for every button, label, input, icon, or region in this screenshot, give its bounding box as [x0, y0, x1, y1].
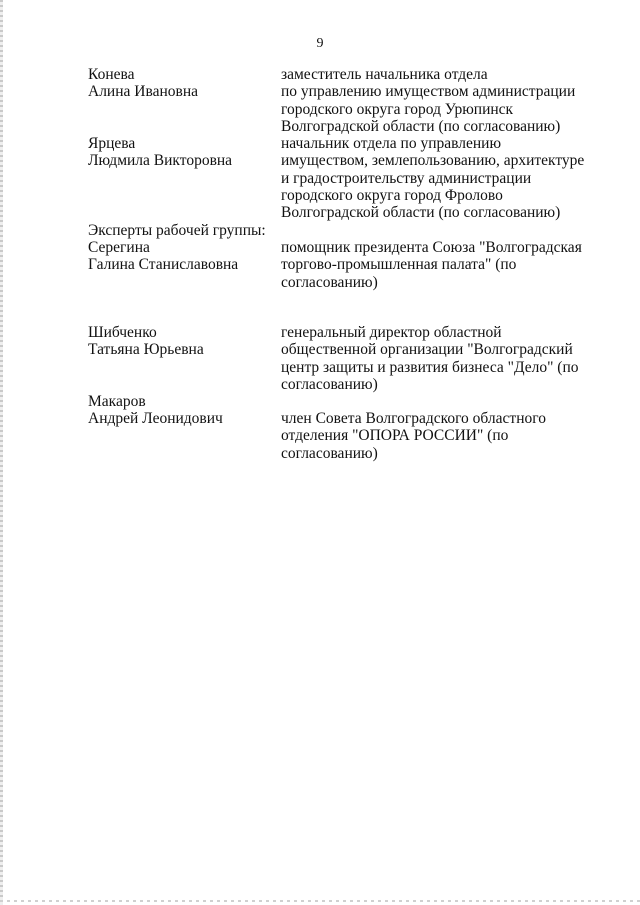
expert-role-seregina	[281, 239, 611, 291]
scan-edge-bottom	[0, 900, 640, 902]
expert-role-shibchenko	[281, 324, 611, 393]
role-line: по управлению имуществом администрации	[281, 83, 576, 101]
role-line: согласованию)	[281, 444, 378, 462]
surname: Серегина	[88, 239, 150, 256]
role-line: центр защиты и развития бизнеса "Дело" (по	[281, 358, 579, 376]
role-line: и градостроительству администрации	[281, 169, 532, 187]
role-line: общественной организации "Волгоградский	[281, 341, 573, 359]
member-role-konieva	[281, 66, 611, 135]
expert-role-makarov	[281, 410, 611, 462]
given-names: Алина Ивановна	[88, 83, 198, 101]
role-line: начальник отдела по управлению	[281, 135, 502, 152]
role-line: согласованию)	[281, 375, 378, 393]
role-line: генеральный директор областной	[281, 324, 502, 341]
expert-name-shibchenko	[88, 324, 268, 359]
role-line: заместитель начальника отдела	[281, 66, 488, 83]
expert-name-seregina	[88, 239, 268, 274]
role-line: согласованию)	[281, 273, 378, 291]
member-name-konieva	[88, 66, 268, 101]
expert-name-makarov	[88, 393, 268, 410]
given-names: Галина Станиславовна	[88, 256, 239, 274]
role-line: городского округа город Урюпинск	[281, 100, 514, 118]
given-names: Людмила Викторовна	[88, 152, 233, 170]
expert-name-makarov-given	[88, 410, 268, 427]
role-line: Волгоградской области (по согласованию)	[281, 204, 561, 222]
surname: Ярцева	[88, 135, 136, 152]
page-number: 9	[316, 36, 324, 51]
role-line: Волгоградской области (по согласованию)	[281, 117, 561, 135]
given-names: Андрей Леонидович	[88, 410, 223, 427]
surname: Конева	[88, 66, 135, 83]
role-line: торгово-промышленная палата" (по	[281, 256, 517, 274]
given-names: Татьяна Юрьевна	[88, 341, 204, 359]
role-line: помощник президента Союза "Волгоградская	[281, 239, 582, 256]
role-line: городского округа город Фролово	[281, 186, 503, 204]
role-line: член Совета Волгоградского областного	[281, 410, 546, 427]
member-name-yartseva	[88, 135, 268, 170]
experts-heading: Эксперты рабочей группы:	[88, 222, 266, 239]
role-line: отделения "ОПОРА РОССИИ" (по	[281, 427, 509, 445]
member-role-yartseva	[281, 135, 611, 221]
role-line: имуществом, землепользованию, архитектуре	[281, 152, 585, 170]
scan-edge-left	[0, 0, 3, 905]
surname: Макаров	[88, 393, 146, 410]
surname: Шибченко	[88, 324, 157, 341]
